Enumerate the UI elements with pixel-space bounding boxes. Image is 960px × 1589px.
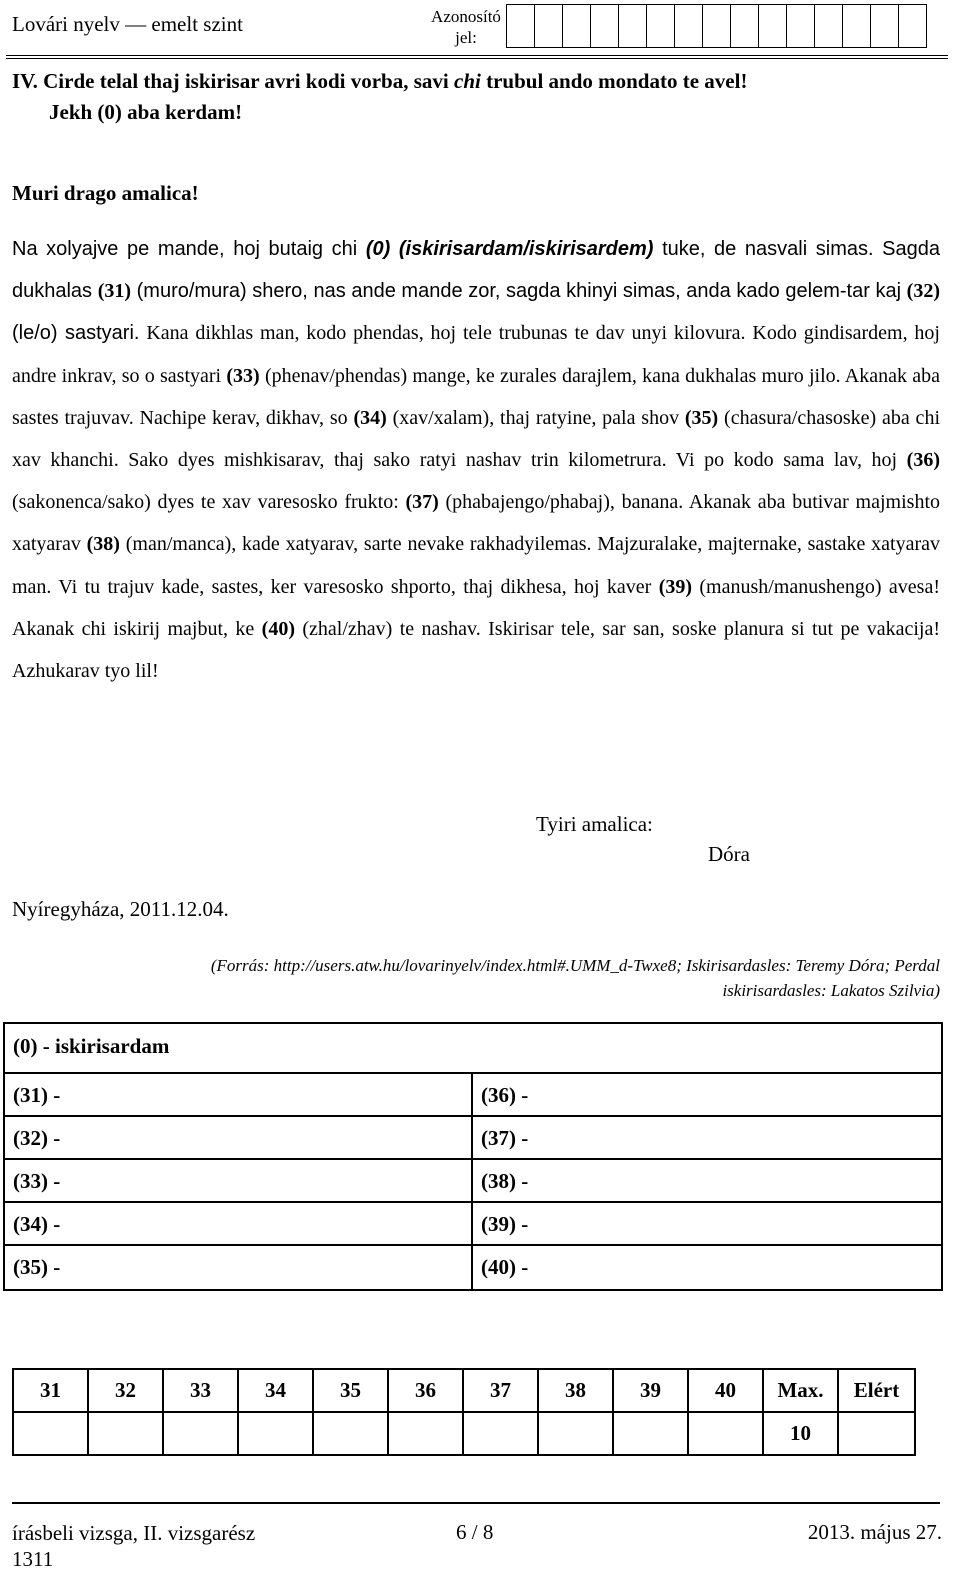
- gap-38: (38): [86, 533, 120, 556]
- answer-cell-33[interactable]: (33) -: [5, 1160, 473, 1203]
- score-cell-38[interactable]: [538, 1412, 613, 1455]
- id-box[interactable]: [786, 4, 815, 48]
- gap-31: (31): [97, 280, 132, 303]
- score-header-36: 36: [388, 1369, 463, 1412]
- id-box[interactable]: [870, 4, 899, 48]
- letter-text: (phenav/phendas) mange, ke zurales darajlem, kana dukhalas muro jilo. Akanak aba sastes trajuvav. Nachipe kerav, dikhav, so: [12, 364, 940, 429]
- letter-text: (muro/mura) shero, nas ande mande zor, sagda khinyi simas, anda kado gelem-tar kaj: [131, 280, 907, 303]
- id-box[interactable]: [702, 4, 731, 48]
- letter-text: (sakonenca/sako) dyes te xav varesosko frukto:: [12, 491, 406, 514]
- id-box[interactable]: [898, 4, 927, 48]
- id-box[interactable]: [590, 4, 619, 48]
- answer-cell-31[interactable]: (31) -: [5, 1074, 473, 1117]
- score-header-achieved: Elért: [838, 1369, 915, 1412]
- source-citation: [55, 953, 940, 1003]
- answer-cell-39[interactable]: (39) -: [473, 1203, 941, 1246]
- page-number: 6 / 8: [456, 1520, 494, 1544]
- letter-text: (phabajengo/phabaj), banana. Akanak aba butivar majmishto xatyarav: [12, 491, 940, 556]
- id-label-line2: jel:: [455, 28, 477, 47]
- answer-example: (0) - iskirisardam: [5, 1024, 941, 1074]
- score-table: [12, 1368, 916, 1456]
- source-line-2: iskirisardasles: Lakatos Szilvia): [722, 981, 940, 1000]
- gap-34: (34): [353, 406, 387, 429]
- letter-paragraph: [12, 228, 940, 692]
- letter-text: (manush/manushengo) avesa! Akanak chi iskirij majbut, ke: [12, 575, 940, 640]
- source-line-1: (Forrás: http://users.atw.hu/lovarinyelv/index.html#.UMM_d-Twxe8; Iskirisardasles: Teremy Dóra; Perdal: [210, 956, 940, 975]
- letter-body: [12, 228, 940, 692]
- score-cell-39[interactable]: [613, 1412, 688, 1455]
- answer-cell-36[interactable]: (36) -: [473, 1074, 941, 1117]
- signature-name: Dóra: [708, 842, 750, 866]
- task-line-1-text: IV. Cirde telal thaj iskirisar avri kodi vorba, savi: [12, 69, 454, 93]
- footer-divider: [12, 1502, 940, 1504]
- letter-text: (zhal/zhav) te nashav. Iskirisar tele, sar san, soske planura si tut pe vakacija! Azhukarav tyo lil!: [12, 617, 940, 683]
- id-box[interactable]: [758, 4, 787, 48]
- footer-exam-part: írásbeli vizsga, II. vizsgarész: [12, 1521, 256, 1545]
- id-box[interactable]: [618, 4, 647, 48]
- id-box[interactable]: [842, 4, 871, 48]
- letter-text: Kana dikhlas man, kodo phendas, hoj tele trubunas te dav unyi kilovura. Kodo gindisardem, hoj andre inkrav, so o sastyari: [12, 322, 940, 387]
- score-cell-33[interactable]: [163, 1412, 238, 1455]
- place-date: Nyíregyháza, 2011.12.04.: [12, 897, 229, 921]
- gap-37: (37): [405, 491, 439, 514]
- answer-cell-32[interactable]: (32) -: [5, 1117, 473, 1160]
- score-header-37: 37: [463, 1369, 538, 1412]
- letter-text: (chasura/chasoske) aba chi xav khanchi. Sako dyes mishkisarav, thaj sako ratyi nashav trin kilometrura. Vi po kodo sama lav, hoj: [12, 406, 940, 472]
- id-box[interactable]: [534, 4, 563, 48]
- footer-code: 1311: [12, 1547, 54, 1571]
- score-cell-34[interactable]: [238, 1412, 313, 1455]
- example-gap: (0) (iskirisardam/iskirisardem): [365, 238, 654, 260]
- id-box[interactable]: [814, 4, 843, 48]
- footer-date: 2013. május 27.: [807, 1520, 942, 1544]
- score-header-34: 34: [238, 1369, 313, 1412]
- id-boxes: [507, 4, 927, 48]
- task-line-1-italic: chi: [454, 69, 481, 93]
- letter-greeting: Muri drago amalica!: [12, 181, 199, 205]
- score-cell-37[interactable]: [463, 1412, 538, 1455]
- gap-40: (40): [261, 617, 295, 640]
- score-cell-32[interactable]: [88, 1412, 163, 1455]
- footer-left: [12, 1520, 255, 1572]
- score-max-value: 10: [763, 1412, 838, 1455]
- score-header-35: 35: [313, 1369, 388, 1412]
- score-header-32: 32: [88, 1369, 163, 1412]
- header-divider: [6, 55, 948, 59]
- score-value-row: [13, 1412, 915, 1455]
- score-header-38: 38: [538, 1369, 613, 1412]
- id-box[interactable]: [562, 4, 591, 48]
- letter-text: (xav/xalam), thaj ratyine, pala shov: [386, 406, 685, 429]
- score-cell-35[interactable]: [313, 1412, 388, 1455]
- id-label-line1: Azonosító: [431, 7, 501, 26]
- gap-35: (35): [684, 406, 719, 429]
- answer-cell-37[interactable]: (37) -: [473, 1117, 941, 1160]
- answer-cell-40[interactable]: (40) -: [481, 1255, 529, 1279]
- header-title: Lovári nyelv — emelt szint: [12, 12, 243, 36]
- id-box[interactable]: [506, 4, 535, 48]
- score-cell-36[interactable]: [388, 1412, 463, 1455]
- answer-cell-35[interactable]: (35) -: [5, 1246, 473, 1289]
- letter-text: Na xolyajve pe mande, hoj butaig chi: [12, 238, 366, 260]
- answer-cell-38[interactable]: (38) -: [473, 1160, 941, 1203]
- signature-label: Tyiri amalica:: [536, 812, 653, 836]
- id-box[interactable]: [646, 4, 675, 48]
- score-header-31: 31: [13, 1369, 88, 1412]
- letter-text: tuke, de nasvali simas. Sagda dukhalas: [12, 238, 940, 303]
- id-label: [424, 6, 508, 48]
- score-header-33: 33: [163, 1369, 238, 1412]
- gap-32: (32): [906, 280, 940, 303]
- score-achieved-value[interactable]: [838, 1412, 915, 1455]
- score-cell-40[interactable]: [688, 1412, 763, 1455]
- task-instruction: [12, 66, 942, 128]
- id-box[interactable]: [674, 4, 703, 48]
- answer-cell-34[interactable]: (34) -: [5, 1203, 473, 1246]
- task-line-1: [12, 66, 942, 97]
- gap-33: (33): [226, 364, 260, 387]
- task-line-1-end: trubul ando mondato te avel!: [480, 69, 748, 93]
- score-cell-31[interactable]: [13, 1412, 88, 1455]
- score-header-row: [13, 1369, 915, 1412]
- score-header-40: 40: [688, 1369, 763, 1412]
- score-header-max: Max.: [763, 1369, 838, 1412]
- gap-36: (36): [906, 449, 940, 472]
- answer-table: [3, 1022, 943, 1291]
- task-line-2: Jekh (0) aba kerdam!: [49, 100, 243, 124]
- id-box[interactable]: [730, 4, 759, 48]
- letter-text: (le/o) sastyari.: [12, 322, 140, 345]
- gap-39: (39): [658, 575, 693, 598]
- score-header-39: 39: [613, 1369, 688, 1412]
- letter-text: (man/manca), kade xatyarav, sarte nevake rakhadyilemas. Majzuralake, majternake, sastake xatyarav man. Vi tu trajuv kade, sastes, ker varesosko shporto, thaj dikhesa, hoj kaver: [12, 533, 940, 598]
